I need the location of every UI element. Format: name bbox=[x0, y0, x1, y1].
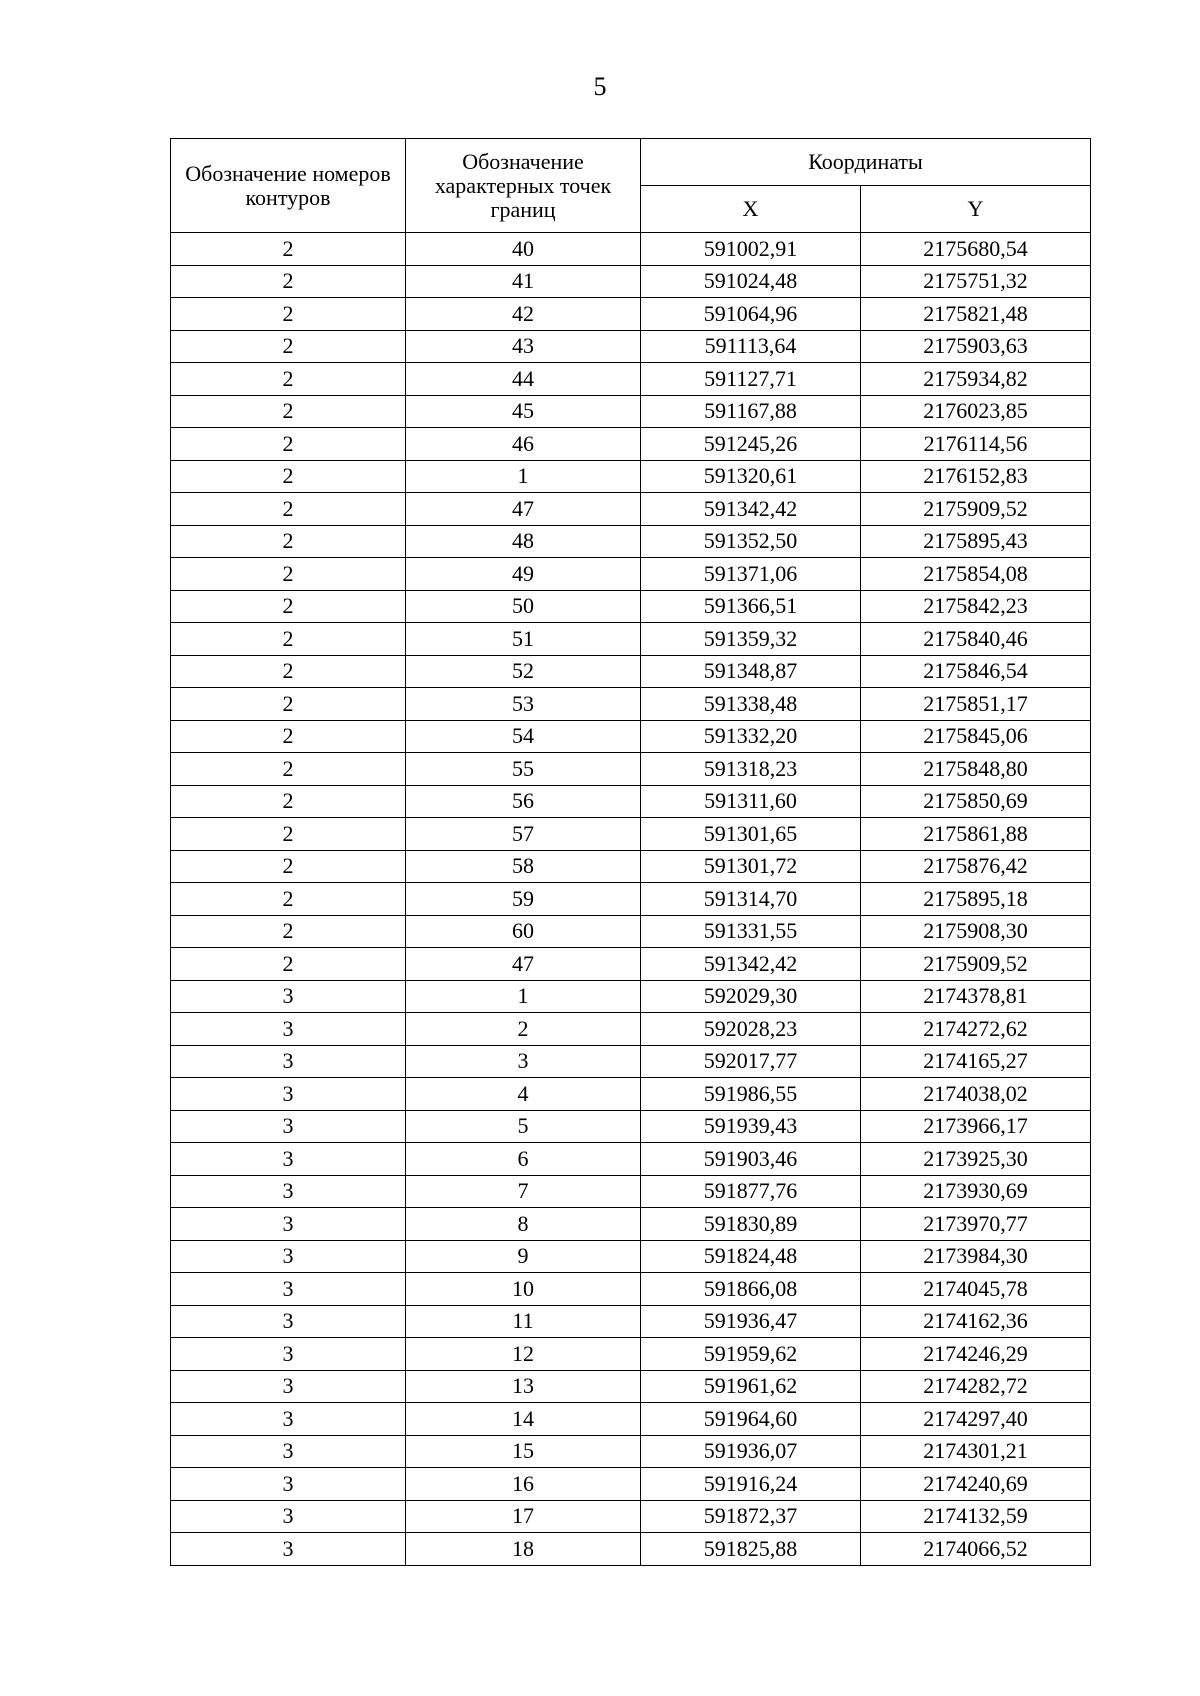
table-row bbox=[171, 1305, 1091, 1338]
cell-x: 591113,64 bbox=[641, 330, 861, 363]
cell-x: 591830,89 bbox=[641, 1208, 861, 1241]
cell-x: 591348,87 bbox=[641, 655, 861, 688]
cell-x: 591301,65 bbox=[641, 818, 861, 851]
table-row bbox=[171, 623, 1091, 656]
table-row bbox=[171, 1338, 1091, 1371]
cell-contour: 3 bbox=[171, 1273, 406, 1306]
cell-y: 2175903,63 bbox=[861, 330, 1091, 363]
cell-contour: 3 bbox=[171, 1045, 406, 1078]
cell-point: 13 bbox=[406, 1370, 641, 1403]
cell-x: 591024,48 bbox=[641, 265, 861, 298]
cell-x: 591318,23 bbox=[641, 753, 861, 786]
table-row bbox=[171, 1500, 1091, 1533]
cell-point: 43 bbox=[406, 330, 641, 363]
cell-y: 2175680,54 bbox=[861, 233, 1091, 266]
cell-point: 49 bbox=[406, 558, 641, 591]
cell-contour: 2 bbox=[171, 395, 406, 428]
cell-contour: 3 bbox=[171, 1403, 406, 1436]
cell-x: 591314,70 bbox=[641, 883, 861, 916]
cell-y: 2174240,69 bbox=[861, 1468, 1091, 1501]
table-row bbox=[171, 1403, 1091, 1436]
cell-y: 2174066,52 bbox=[861, 1533, 1091, 1566]
cell-contour: 2 bbox=[171, 265, 406, 298]
cell-y: 2174272,62 bbox=[861, 1013, 1091, 1046]
table-row bbox=[171, 980, 1091, 1013]
cell-contour: 2 bbox=[171, 330, 406, 363]
table-row bbox=[171, 1240, 1091, 1273]
cell-y: 2175821,48 bbox=[861, 298, 1091, 331]
cell-x: 591903,46 bbox=[641, 1143, 861, 1176]
cell-x: 591877,76 bbox=[641, 1175, 861, 1208]
cell-contour: 3 bbox=[171, 1500, 406, 1533]
cell-point: 47 bbox=[406, 493, 641, 526]
cell-y: 2175861,88 bbox=[861, 818, 1091, 851]
table-row bbox=[171, 363, 1091, 396]
table-row bbox=[171, 818, 1091, 851]
table-row bbox=[171, 1013, 1091, 1046]
table-body bbox=[171, 233, 1091, 1566]
cell-point: 11 bbox=[406, 1305, 641, 1338]
cell-contour: 2 bbox=[171, 688, 406, 721]
cell-point: 58 bbox=[406, 850, 641, 883]
cell-x: 592028,23 bbox=[641, 1013, 861, 1046]
cell-x: 591342,42 bbox=[641, 948, 861, 981]
cell-y: 2174165,27 bbox=[861, 1045, 1091, 1078]
cell-y: 2175909,52 bbox=[861, 493, 1091, 526]
cell-point: 1 bbox=[406, 980, 641, 1013]
cell-y: 2175909,52 bbox=[861, 948, 1091, 981]
cell-y: 2175854,08 bbox=[861, 558, 1091, 591]
table-header-row bbox=[171, 139, 1091, 186]
cell-x: 591064,96 bbox=[641, 298, 861, 331]
cell-y: 2174301,21 bbox=[861, 1435, 1091, 1468]
cell-point: 60 bbox=[406, 915, 641, 948]
cell-point: 50 bbox=[406, 590, 641, 623]
cell-y: 2175876,42 bbox=[861, 850, 1091, 883]
cell-contour: 2 bbox=[171, 850, 406, 883]
cell-y: 2175895,18 bbox=[861, 883, 1091, 916]
cell-point: 6 bbox=[406, 1143, 641, 1176]
cell-contour: 3 bbox=[171, 1208, 406, 1241]
table-row bbox=[171, 525, 1091, 558]
cell-y: 2173930,69 bbox=[861, 1175, 1091, 1208]
cell-x: 591167,88 bbox=[641, 395, 861, 428]
cell-y: 2175842,23 bbox=[861, 590, 1091, 623]
cell-y: 2173970,77 bbox=[861, 1208, 1091, 1241]
cell-contour: 3 bbox=[171, 1110, 406, 1143]
cell-x: 591366,51 bbox=[641, 590, 861, 623]
cell-x: 591359,32 bbox=[641, 623, 861, 656]
cell-contour: 2 bbox=[171, 720, 406, 753]
cell-x: 591964,60 bbox=[641, 1403, 861, 1436]
cell-x: 591872,37 bbox=[641, 1500, 861, 1533]
cell-point: 17 bbox=[406, 1500, 641, 1533]
cell-point: 57 bbox=[406, 818, 641, 851]
table-row bbox=[171, 1143, 1091, 1176]
cell-x: 591986,55 bbox=[641, 1078, 861, 1111]
cell-x: 591916,24 bbox=[641, 1468, 861, 1501]
cell-point: 5 bbox=[406, 1110, 641, 1143]
cell-x: 591301,72 bbox=[641, 850, 861, 883]
coordinates-table bbox=[170, 138, 1091, 1566]
cell-x: 591352,50 bbox=[641, 525, 861, 558]
page-number: 5 bbox=[593, 72, 607, 101]
cell-y: 2175846,54 bbox=[861, 655, 1091, 688]
cell-x: 591320,61 bbox=[641, 460, 861, 493]
table-row bbox=[171, 720, 1091, 753]
header-y: Y bbox=[861, 186, 1091, 233]
cell-point: 51 bbox=[406, 623, 641, 656]
table-row bbox=[171, 395, 1091, 428]
cell-point: 54 bbox=[406, 720, 641, 753]
table-row bbox=[171, 850, 1091, 883]
cell-x: 591331,55 bbox=[641, 915, 861, 948]
table-row bbox=[171, 1078, 1091, 1111]
cell-contour: 3 bbox=[171, 1370, 406, 1403]
cell-contour: 2 bbox=[171, 233, 406, 266]
cell-x: 591332,20 bbox=[641, 720, 861, 753]
cell-contour: 3 bbox=[171, 1240, 406, 1273]
cell-point: 16 bbox=[406, 1468, 641, 1501]
table-row bbox=[171, 298, 1091, 331]
cell-x: 592017,77 bbox=[641, 1045, 861, 1078]
cell-point: 10 bbox=[406, 1273, 641, 1306]
cell-point: 48 bbox=[406, 525, 641, 558]
cell-point: 7 bbox=[406, 1175, 641, 1208]
cell-y: 2174038,02 bbox=[861, 1078, 1091, 1111]
cell-x: 591127,71 bbox=[641, 363, 861, 396]
table-row bbox=[171, 915, 1091, 948]
cell-y: 2174282,72 bbox=[861, 1370, 1091, 1403]
cell-point: 56 bbox=[406, 785, 641, 818]
cell-x: 591936,07 bbox=[641, 1435, 861, 1468]
cell-contour: 3 bbox=[171, 1143, 406, 1176]
cell-y: 2175895,43 bbox=[861, 525, 1091, 558]
cell-point: 3 bbox=[406, 1045, 641, 1078]
cell-point: 52 bbox=[406, 655, 641, 688]
cell-contour: 3 bbox=[171, 980, 406, 1013]
cell-y: 2175840,46 bbox=[861, 623, 1091, 656]
table-row bbox=[171, 688, 1091, 721]
cell-contour: 2 bbox=[171, 883, 406, 916]
cell-y: 2176152,83 bbox=[861, 460, 1091, 493]
cell-contour: 3 bbox=[171, 1338, 406, 1371]
cell-point: 45 bbox=[406, 395, 641, 428]
cell-contour: 2 bbox=[171, 948, 406, 981]
cell-contour: 2 bbox=[171, 655, 406, 688]
cell-x: 591371,06 bbox=[641, 558, 861, 591]
cell-y: 2175908,30 bbox=[861, 915, 1091, 948]
cell-y: 2174297,40 bbox=[861, 1403, 1091, 1436]
cell-point: 42 bbox=[406, 298, 641, 331]
cell-x: 591824,48 bbox=[641, 1240, 861, 1273]
table-row bbox=[171, 493, 1091, 526]
cell-contour: 2 bbox=[171, 428, 406, 461]
cell-point: 15 bbox=[406, 1435, 641, 1468]
header-contour bbox=[171, 139, 406, 233]
cell-y: 2173925,30 bbox=[861, 1143, 1091, 1176]
cell-point: 40 bbox=[406, 233, 641, 266]
cell-y: 2174246,29 bbox=[861, 1338, 1091, 1371]
table-row bbox=[171, 265, 1091, 298]
table-row bbox=[171, 1435, 1091, 1468]
table-row bbox=[171, 558, 1091, 591]
cell-contour: 3 bbox=[171, 1078, 406, 1111]
cell-y: 2174378,81 bbox=[861, 980, 1091, 1013]
cell-x: 591002,91 bbox=[641, 233, 861, 266]
cell-contour: 3 bbox=[171, 1175, 406, 1208]
cell-point: 55 bbox=[406, 753, 641, 786]
cell-x: 591939,43 bbox=[641, 1110, 861, 1143]
table-row bbox=[171, 1110, 1091, 1143]
cell-point: 46 bbox=[406, 428, 641, 461]
table-row bbox=[171, 1045, 1091, 1078]
cell-point: 53 bbox=[406, 688, 641, 721]
cell-contour: 3 bbox=[171, 1305, 406, 1338]
table-row bbox=[171, 590, 1091, 623]
cell-x: 591245,26 bbox=[641, 428, 861, 461]
cell-point: 44 bbox=[406, 363, 641, 396]
cell-contour: 2 bbox=[171, 590, 406, 623]
cell-x: 591311,60 bbox=[641, 785, 861, 818]
table-row bbox=[171, 428, 1091, 461]
cell-point: 41 bbox=[406, 265, 641, 298]
cell-contour: 2 bbox=[171, 623, 406, 656]
cell-y: 2174045,78 bbox=[861, 1273, 1091, 1306]
table-row bbox=[171, 1273, 1091, 1306]
cell-contour: 2 bbox=[171, 298, 406, 331]
cell-y: 2175845,06 bbox=[861, 720, 1091, 753]
cell-y: 2176023,85 bbox=[861, 395, 1091, 428]
table-row bbox=[171, 460, 1091, 493]
header-points bbox=[406, 139, 641, 233]
cell-x: 591342,42 bbox=[641, 493, 861, 526]
cell-point: 47 bbox=[406, 948, 641, 981]
cell-contour: 2 bbox=[171, 493, 406, 526]
table-row bbox=[171, 948, 1091, 981]
table-row bbox=[171, 330, 1091, 363]
cell-contour: 2 bbox=[171, 558, 406, 591]
table-row bbox=[171, 753, 1091, 786]
cell-contour: 2 bbox=[171, 525, 406, 558]
cell-point: 2 bbox=[406, 1013, 641, 1046]
cell-point: 59 bbox=[406, 883, 641, 916]
cell-point: 9 bbox=[406, 1240, 641, 1273]
table-row bbox=[171, 655, 1091, 688]
cell-x: 591959,62 bbox=[641, 1338, 861, 1371]
cell-x: 592029,30 bbox=[641, 980, 861, 1013]
cell-point: 1 bbox=[406, 460, 641, 493]
cell-contour: 3 bbox=[171, 1533, 406, 1566]
cell-point: 4 bbox=[406, 1078, 641, 1111]
table-row bbox=[171, 1175, 1091, 1208]
header-coordinates: Координаты bbox=[641, 139, 1091, 186]
cell-contour: 3 bbox=[171, 1013, 406, 1046]
table-row bbox=[171, 785, 1091, 818]
header-x: X bbox=[641, 186, 861, 233]
cell-contour: 2 bbox=[171, 915, 406, 948]
cell-x: 591866,08 bbox=[641, 1273, 861, 1306]
cell-x: 591338,48 bbox=[641, 688, 861, 721]
cell-y: 2175848,80 bbox=[861, 753, 1091, 786]
cell-y: 2174162,36 bbox=[861, 1305, 1091, 1338]
cell-contour: 2 bbox=[171, 818, 406, 851]
cell-point: 18 bbox=[406, 1533, 641, 1566]
table-row bbox=[171, 1533, 1091, 1566]
cell-contour: 2 bbox=[171, 785, 406, 818]
cell-contour: 3 bbox=[171, 1435, 406, 1468]
cell-y: 2175934,82 bbox=[861, 363, 1091, 396]
cell-contour: 2 bbox=[171, 363, 406, 396]
cell-contour: 2 bbox=[171, 460, 406, 493]
cell-y: 2175851,17 bbox=[861, 688, 1091, 721]
header-contour-label: Обозначение номеров контуров bbox=[185, 160, 391, 210]
cell-y: 2173984,30 bbox=[861, 1240, 1091, 1273]
cell-x: 591825,88 bbox=[641, 1533, 861, 1566]
cell-x: 591961,62 bbox=[641, 1370, 861, 1403]
cell-y: 2174132,59 bbox=[861, 1500, 1091, 1533]
cell-y: 2175850,69 bbox=[861, 785, 1091, 818]
table-row bbox=[171, 1468, 1091, 1501]
cell-contour: 3 bbox=[171, 1468, 406, 1501]
cell-contour: 2 bbox=[171, 753, 406, 786]
table-row bbox=[171, 1370, 1091, 1403]
cell-x: 591936,47 bbox=[641, 1305, 861, 1338]
cell-point: 8 bbox=[406, 1208, 641, 1241]
cell-y: 2176114,56 bbox=[861, 428, 1091, 461]
cell-point: 14 bbox=[406, 1403, 641, 1436]
table-row bbox=[171, 1208, 1091, 1241]
table-row bbox=[171, 233, 1091, 266]
table-row bbox=[171, 883, 1091, 916]
cell-point: 12 bbox=[406, 1338, 641, 1371]
cell-y: 2173966,17 bbox=[861, 1110, 1091, 1143]
cell-y: 2175751,32 bbox=[861, 265, 1091, 298]
header-points-label: Обозначение характерных точек границ bbox=[434, 148, 612, 222]
